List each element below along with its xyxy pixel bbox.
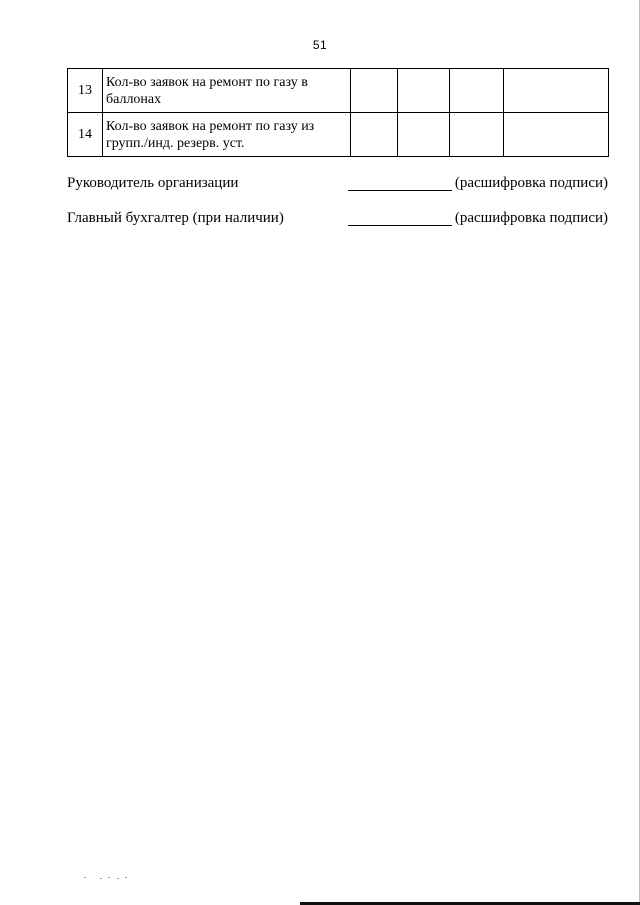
value-cell[interactable] xyxy=(504,113,609,157)
signature-label: Руководитель организации xyxy=(67,175,239,191)
table-row-14 xyxy=(68,113,609,157)
signature-line[interactable] xyxy=(348,190,452,191)
row-indicator-name: Кол-во заявок на ремонт по газу из групп./инд. резерв. уст. xyxy=(103,113,351,157)
signature-label: Главный бухгалтер (при наличии) xyxy=(67,210,284,226)
value-cell[interactable] xyxy=(398,113,450,157)
table-row-13 xyxy=(68,69,609,113)
signature-row-accountant xyxy=(67,210,608,230)
value-cell[interactable] xyxy=(398,69,450,113)
scan-speck xyxy=(84,877,86,878)
signature-line[interactable] xyxy=(348,225,452,226)
scan-speck xyxy=(125,877,127,878)
signature-row-director xyxy=(67,175,608,195)
value-cell[interactable] xyxy=(450,113,504,157)
value-cell[interactable] xyxy=(351,69,398,113)
value-cell[interactable] xyxy=(504,69,609,113)
scan-speck xyxy=(100,878,102,879)
value-cell[interactable] xyxy=(450,69,504,113)
data-table xyxy=(67,68,609,157)
row-number: 14 xyxy=(68,113,103,157)
page-number: 51 xyxy=(312,38,328,52)
signature-hint: (расшифровка подписи) xyxy=(454,210,608,226)
row-number: 13 xyxy=(68,69,103,113)
report-table-fragment xyxy=(67,68,608,158)
scan-speck xyxy=(117,878,119,879)
value-cell[interactable] xyxy=(351,113,398,157)
scan-speck xyxy=(108,877,110,878)
row-indicator-name: Кол-во заявок на ремонт по газу в баллонах xyxy=(103,69,351,113)
signature-hint: (расшифровка подписи) xyxy=(454,175,608,191)
